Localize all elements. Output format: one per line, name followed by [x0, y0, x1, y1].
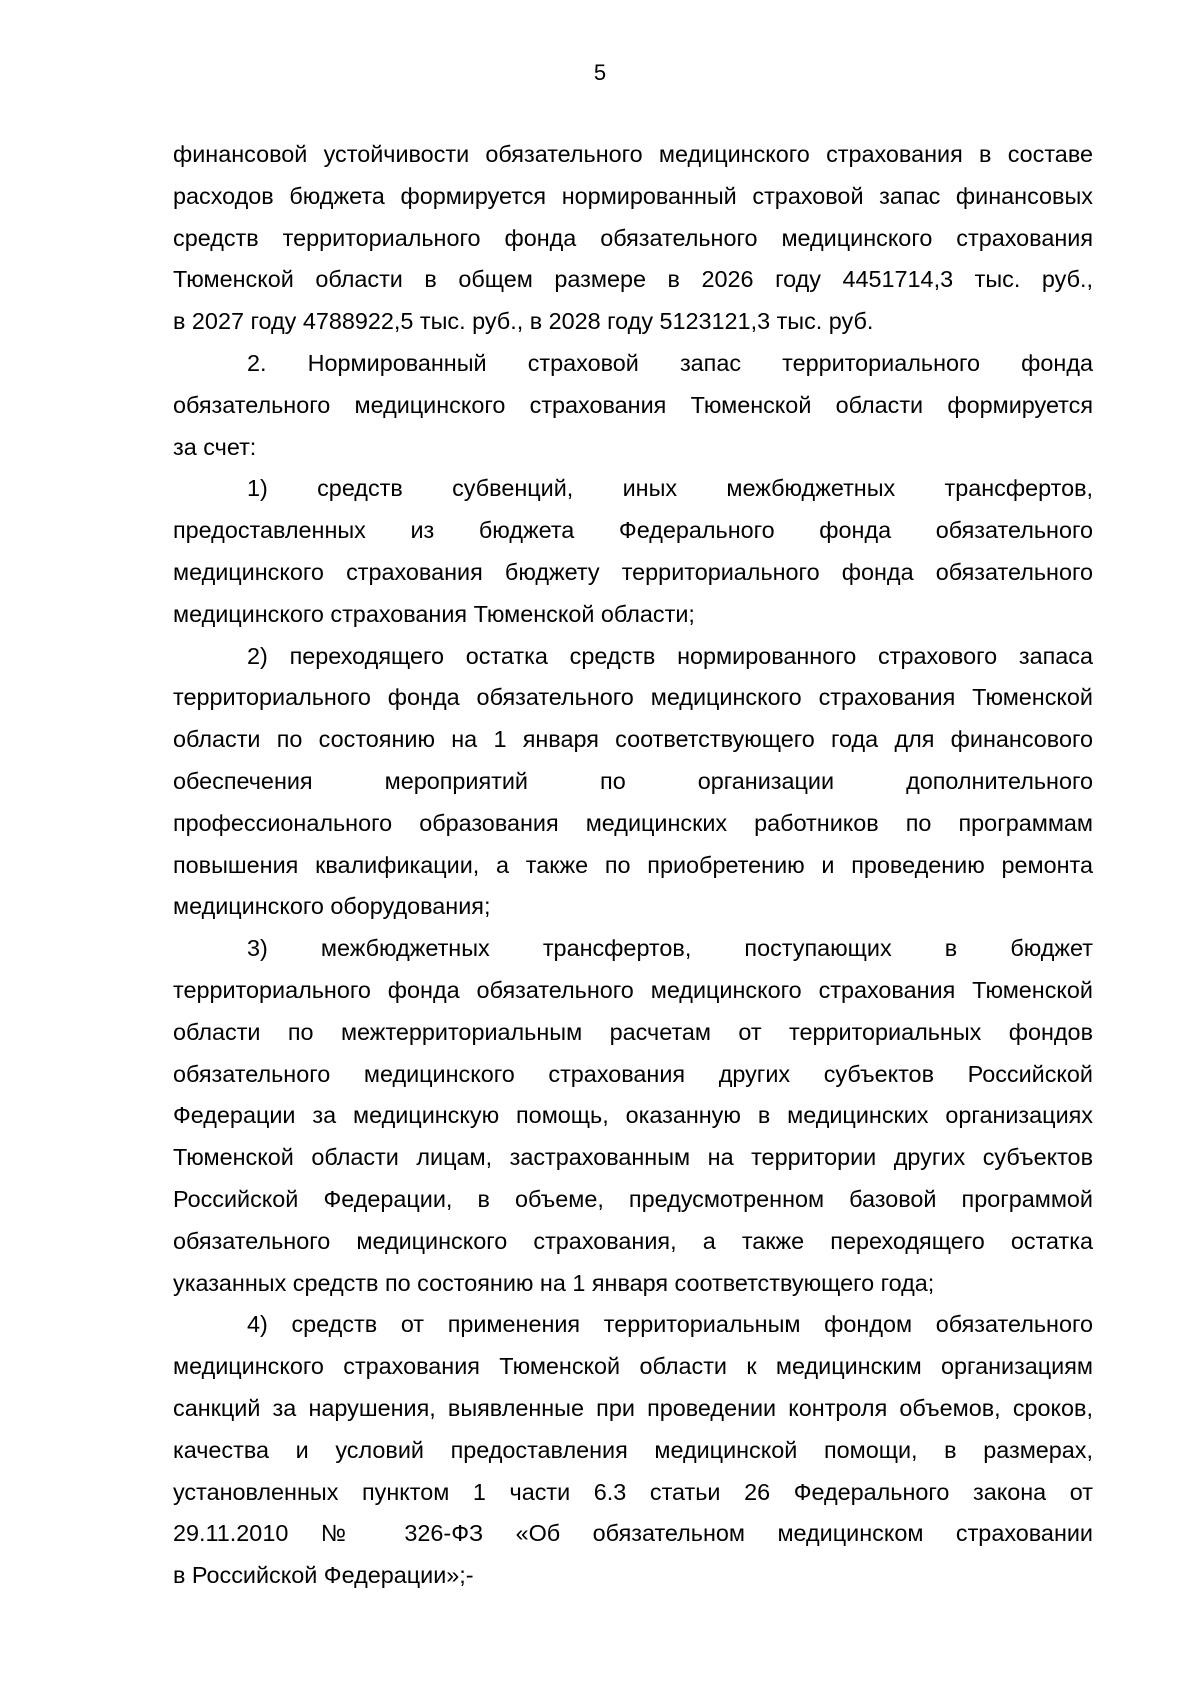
text-line: средств территориального фонда обязательного медицинского страхования — [173, 224, 1093, 251]
text-line: 1) средств субвенций, иных межбюджетных трансфертов, — [247, 475, 1093, 502]
text-line: медицинского оборудования; — [173, 893, 491, 920]
text-line: качества и условий предоставления медицинской помощи, в размерах, — [173, 1436, 1093, 1463]
text-line: Тюменской области в общем размере в 2026 году 4451714,3 тыс. руб., — [173, 266, 1093, 293]
text-line: обязательного медицинского страхования других субъектов Российской — [173, 1060, 1093, 1087]
text-line: обеспечения мероприятий по организации дополнительного — [173, 767, 1093, 794]
paragraph-subitem-4 — [173, 1304, 1093, 1597]
text-line: предоставленных из бюджета Федерального фонда обязательного — [173, 517, 1093, 544]
text-line: в Российской Федерации»;- — [173, 1562, 474, 1589]
text-line: 2) переходящего остатка средств нормированного страхового запаса — [247, 642, 1093, 669]
text-line: Тюменской области лицам, застрахованным на территории других субъектов — [173, 1144, 1093, 1171]
text-line: территориального фонда обязательного медицинского страхования Тюменской — [173, 976, 1093, 1003]
text-line: 29.11.2010 № 326-ФЗ «Об обязательном медицинском страховании — [173, 1520, 1093, 1547]
text-line: медицинского страхования Тюменской области к медицинским организациям — [173, 1353, 1093, 1380]
text-line: области по межтерриториальным расчетам от территориальных фондов — [173, 1018, 1093, 1045]
paragraph-subitem-1 — [173, 468, 1093, 635]
paragraph-subitem-2 — [173, 636, 1093, 929]
text-line: области по состоянию на 1 января соответствующего года для финансового — [173, 726, 1093, 753]
text-line: Федерации за медицинскую помощь, оказанную в медицинских организациях — [173, 1102, 1093, 1129]
text-line: за счет: — [173, 433, 257, 460]
text-line: расходов бюджета формируется нормированный страховой запас финансовых — [173, 182, 1093, 209]
text-line: территориального фонда обязательного медицинского страхования Тюменской — [173, 684, 1093, 711]
paragraph-subitem-3 — [173, 928, 1093, 1304]
text-line: обязательного медицинского страхования Тюменской области формируется — [173, 391, 1093, 418]
text-line: профессионального образования медицинских работников по программам — [173, 809, 1093, 836]
paragraph-item-2 — [173, 343, 1093, 468]
text-line: 4) средств от применения территориальным фондом обязательного — [247, 1311, 1093, 1338]
page-number: 5 — [593, 60, 607, 85]
text-line: в 2027 году 4788922,5 тыс. руб., в 2028 году 5123121,3 тыс. руб. — [173, 308, 874, 335]
document-body — [173, 134, 1093, 1597]
text-line: повышения квалификации, а также по приобретению и проведению ремонта — [173, 851, 1093, 878]
text-line: медицинского страхования бюджету территориального фонда обязательного — [173, 558, 1093, 585]
text-line: финансовой устойчивости обязательного медицинского страхования в составе — [173, 141, 1093, 167]
text-line: медицинского страхования Тюменской области; — [173, 600, 695, 627]
text-line: Российской Федерации, в объеме, предусмотренном базовой программой — [173, 1185, 1093, 1212]
paragraph-reserve-amounts — [173, 134, 1093, 343]
text-line: указанных средств по состоянию на 1 января соответствующего года; — [173, 1269, 935, 1296]
text-line: 3) межбюджетных трансфертов, поступающих в бюджет — [247, 935, 1093, 962]
text-line: 2. Нормированный страховой запас территориального фонда — [247, 349, 1093, 376]
text-line: санкций за нарушения, выявленные при проведении контроля объемов, сроков, — [173, 1394, 1093, 1421]
text-line: обязательного медицинского страхования, а также переходящего остатка — [173, 1227, 1093, 1254]
text-line: установленных пунктом 1 части 6.3 статьи 26 Федерального закона от — [173, 1478, 1093, 1505]
